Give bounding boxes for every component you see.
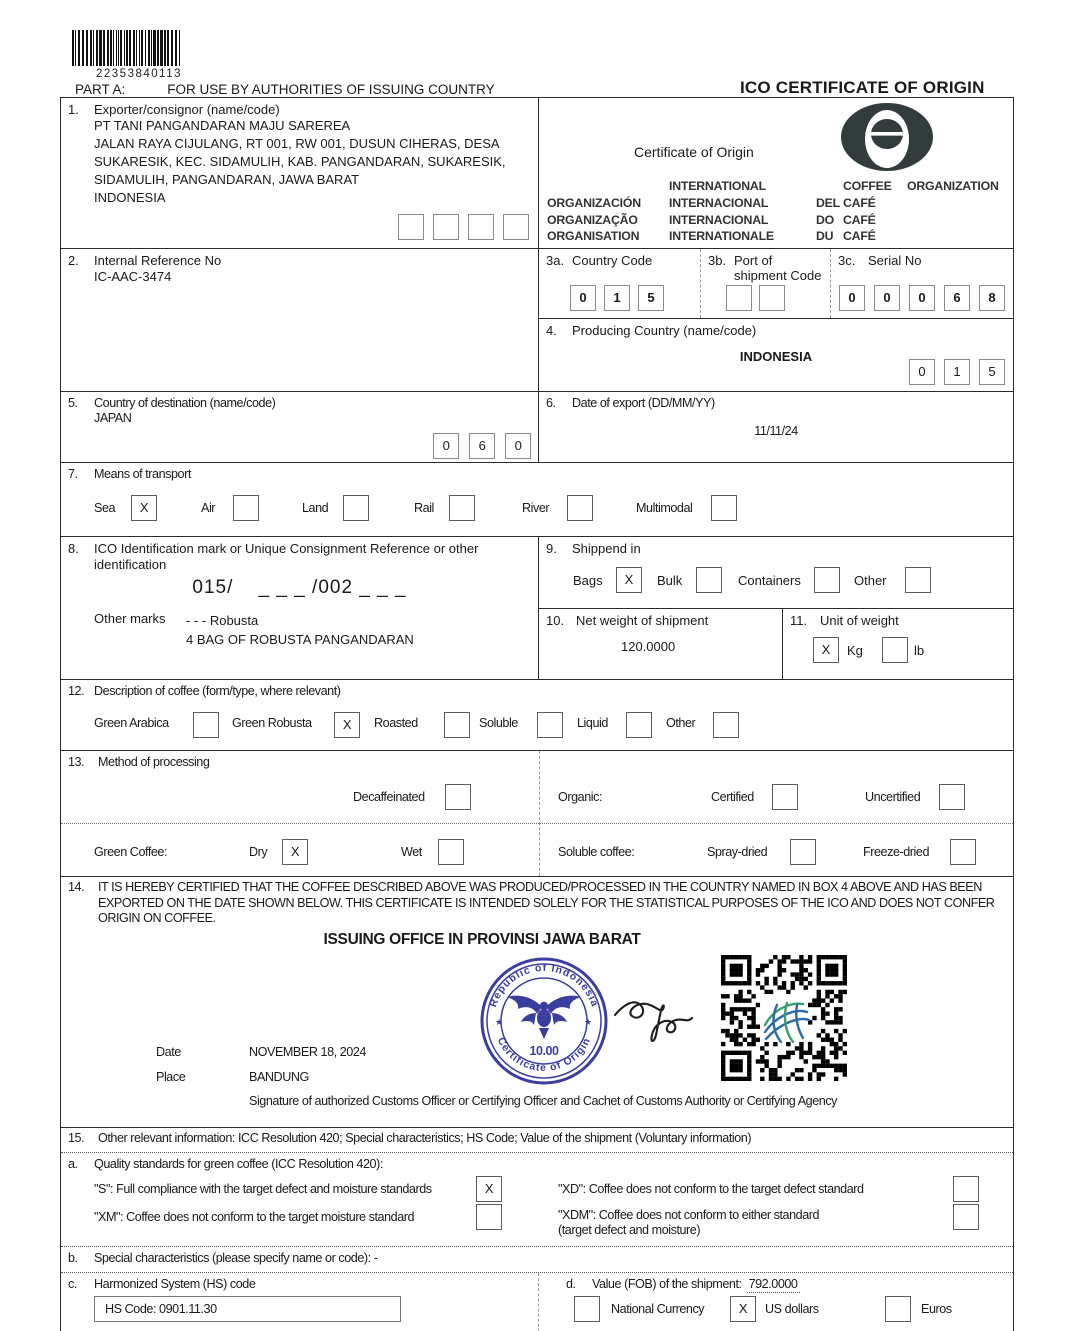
stamp-star-left: ★ [495, 1017, 503, 1027]
standard-s-checkbox[interactable]: X [476, 1176, 502, 1202]
barcode-number: 22353840113 [96, 68, 182, 80]
code-box[interactable] [468, 214, 494, 240]
garuda-emblem-icon [507, 996, 581, 1039]
exporter-line: SUKARESIK, KEC. SIDAMULIH, KAB. PANGANDARAN, SUKARESIK, [94, 154, 506, 169]
box-number: d. [566, 1277, 576, 1291]
other-marks-line: - - - Robusta [186, 613, 259, 628]
section-c-label: Harmonized System (HS) code [94, 1277, 256, 1291]
box-14-inner [61, 877, 1013, 1127]
dry-label: Dry [249, 845, 268, 859]
shipped-bags-checkbox[interactable]: X [616, 567, 642, 593]
standard-s-label: "S": Full compliance with the target defect and moisture standards [94, 1182, 432, 1196]
digit-box[interactable]: 6 [944, 285, 970, 311]
coffee-other-label: Other [666, 716, 696, 730]
other-marks-value [186, 611, 414, 649]
exporter-line: SIDAMULIH, PANGANDARAN, JAWA BARAT [94, 172, 360, 187]
internal-reference-value: IC-AAC-3474 [94, 269, 172, 284]
row-2 [61, 249, 1013, 392]
wet-label: Wet [401, 845, 422, 859]
net-weight-value: 120.0000 [621, 639, 676, 654]
box-3b-port-code [701, 249, 831, 318]
box-4-producing-country [539, 319, 1013, 391]
unit-kg-label: Kg [847, 643, 863, 658]
coffee-liquid-checkbox[interactable] [626, 712, 652, 738]
box-12-inner [61, 680, 1013, 750]
section-a-quality-standards [61, 1153, 1013, 1247]
transport-land-checkbox[interactable] [343, 495, 369, 521]
box-8-ico-identification [61, 537, 539, 679]
official-stamp [476, 953, 612, 1089]
coffee-liquid-label: Liquid [577, 716, 608, 730]
spray-dried-checkbox[interactable] [790, 839, 816, 865]
hs-code-input[interactable]: HS Code: 0901.11.30 [94, 1296, 401, 1322]
digit-box[interactable]: 0 [570, 285, 596, 311]
standard-xm-label: "XM": Coffee does not conform to the target moisture standard [94, 1210, 415, 1224]
shipped-bulk-checkbox[interactable] [696, 567, 722, 593]
box-7-inner [61, 463, 1013, 536]
digit-box[interactable]: 0 [874, 285, 900, 311]
part-a-text: FOR USE BY AUTHORITIES OF ISSUING COUNTRY [167, 82, 495, 97]
section-b-label: Special characteristics (please specify name or code): - [94, 1251, 378, 1265]
fob-value: 792.0000 [748, 1277, 798, 1291]
producing-country-digits [909, 359, 1005, 385]
section-d-fob-value [539, 1273, 1013, 1331]
digit-box[interactable]: 5 [979, 359, 1005, 385]
dry-checkbox[interactable]: X [282, 839, 308, 865]
box-4-label: Producing Country (name/code) [572, 323, 757, 338]
section-b-special-characteristics [61, 1247, 1013, 1273]
standard-xdm-label-2: (target defect and moisture) [558, 1223, 701, 1237]
coffee-green-robusta-checkbox[interactable]: X [334, 712, 360, 738]
serial-no-digits [839, 285, 1005, 311]
box-number: b. [68, 1251, 78, 1265]
box-number: c. [68, 1277, 77, 1291]
coffee-green-arabica-checkbox[interactable] [193, 712, 219, 738]
exporter-line: PT TANI PANGANDARAN MAJU SAREREA [94, 118, 351, 133]
organic-label: Organic: [558, 790, 602, 804]
shipped-containers-checkbox[interactable] [814, 567, 840, 593]
unit-lb-label: lb [914, 643, 925, 658]
page-title: ICO CERTIFICATE OF ORIGIN [740, 78, 985, 97]
box-number: 3c. [838, 253, 856, 268]
box-13-label: Method of processing [98, 755, 210, 769]
certificate-form [60, 97, 1014, 1331]
box-number: 8. [68, 541, 79, 556]
stamp-value: 10.00 [529, 1044, 559, 1058]
standard-xd-checkbox[interactable] [953, 1176, 979, 1202]
row-cd [61, 1273, 1013, 1331]
transport-rail-checkbox[interactable] [449, 495, 475, 521]
row-5-right [539, 537, 1013, 679]
code-box[interactable] [503, 214, 529, 240]
box-2-internal-reference [61, 249, 539, 391]
exporter-address [61, 117, 538, 207]
certificate-header [539, 98, 1013, 248]
box-6-label: Date of export (DD/MM/YY) [572, 396, 715, 410]
coffee-soluble-label: Soluble [479, 716, 518, 730]
section-a-inner [61, 1153, 1013, 1246]
box-15-label: Other relevant information: ICC Resolution 420; Special characteristics; HS Code; Value of the shipment (Voluntary information) [98, 1131, 752, 1145]
box-10-net-weight [539, 609, 783, 679]
freeze-dried-checkbox[interactable] [950, 839, 976, 865]
transport-air-label: Air [201, 501, 216, 515]
box-11-unit-of-weight [783, 609, 1013, 679]
spray-dried-label: Spray-dried [707, 845, 768, 859]
digit-box[interactable]: 0 [839, 285, 865, 311]
date-label: Date [156, 1045, 181, 1059]
box-15-other-information [61, 1128, 1013, 1153]
currency-euro-checkbox[interactable] [885, 1296, 911, 1322]
box-3c-label: Serial No [868, 253, 922, 268]
digit-box[interactable]: 0 [505, 433, 531, 459]
standard-xdm-checkbox[interactable] [953, 1204, 979, 1230]
certified-checkbox[interactable] [772, 784, 798, 810]
coffee-soluble-checkbox[interactable] [537, 712, 563, 738]
shipped-other-checkbox[interactable] [905, 567, 931, 593]
box-6-date-of-export [539, 392, 1013, 462]
box-number: 5. [68, 396, 78, 410]
box-11-label: Unit of weight [820, 613, 899, 628]
transport-multimodal-checkbox[interactable] [711, 495, 737, 521]
signature [611, 985, 723, 1047]
box-8-label: ICO Identification mark or Unique Consignment Reference or other identification [94, 541, 479, 572]
place-label: Place [156, 1070, 186, 1084]
digit-box[interactable]: 1 [604, 285, 630, 311]
box-3a-country-code [539, 249, 701, 318]
qr-code [721, 955, 847, 1081]
signature-caption: Signature of authorized Customs Officer or Certifying Officer and Cachet of Customs Authority or Certifying Agency [249, 1094, 838, 1108]
producing-country-value: INDONESIA [739, 349, 813, 364]
box-number: 10. [546, 613, 565, 628]
issuing-office-heading: ISSUING OFFICE IN PROVINSI JAWA BARAT [323, 931, 641, 948]
box-number: 9. [546, 541, 557, 556]
exporter-code-boxes [398, 214, 529, 240]
box-number: 3b. [708, 253, 727, 268]
transport-land-label: Land [302, 501, 329, 515]
shipped-containers-label: Containers [738, 573, 801, 588]
box-9-shipped-in [539, 537, 1013, 609]
coffee-green-robusta-label: Green Robusta [232, 716, 312, 730]
box-number: 7. [68, 467, 78, 481]
currency-usd-checkbox[interactable]: X [730, 1296, 756, 1322]
transport-sea-checkbox[interactable]: X [131, 495, 157, 521]
digit-box[interactable]: 6 [469, 433, 495, 459]
section-c-hs-code [61, 1273, 539, 1331]
standard-xdm-label: "XDM": Coffee does not conform to either standard [558, 1208, 820, 1222]
other-marks-label: Other marks [94, 611, 166, 626]
stamp-top-text: Republic of Indonesia [487, 961, 601, 1009]
shipped-other-label: Other [854, 573, 887, 588]
stamp-star-right: ★ [584, 1017, 592, 1027]
transport-air-checkbox[interactable] [233, 495, 259, 521]
currency-usd-label: US dollars [765, 1302, 819, 1316]
digit-box[interactable]: 0 [433, 433, 459, 459]
decaffeinated-label: Decaffeinated [353, 790, 425, 804]
box-13-vertical-divider [539, 751, 540, 876]
uncertified-checkbox[interactable] [939, 784, 965, 810]
transport-river-label: River [522, 501, 550, 515]
transport-multimodal-label: Multimodal [636, 501, 693, 515]
box-10-label: Net weight of shipment [576, 613, 709, 628]
box-7-label: Means of transport [94, 467, 191, 481]
box-number: 4. [546, 323, 557, 338]
country-code-digits [570, 285, 664, 311]
box-number: 2. [68, 253, 79, 268]
currency-euro-label: Euros [921, 1302, 952, 1316]
digit-box[interactable]: 1 [944, 359, 970, 385]
box-3a-label: Country Code [572, 253, 653, 268]
unit-lb-checkbox[interactable] [882, 637, 908, 663]
transport-sea-label: Sea [94, 501, 116, 515]
digit-box[interactable] [759, 285, 785, 311]
certification-text: IT IS HEREBY CERTIFIED THAT THE COFFEE DESCRIBED ABOVE WAS PRODUCED/PROCESSED IN THE COUNTRY NAMED IN BOX 4 ABOVE AND HAS BEEN EXPORTED ON THE DATE SHOWN BELOW. THIS CERTIFICATE IS INTENDED SOLELY FOR THE STATISTICAL PURPOSES OF THE ICO AND DOES NOT CONFER ORIGIN ON COFFEE. [98, 880, 995, 926]
coffee-roasted-checkbox[interactable] [444, 712, 470, 738]
destination-value: JAPAN [94, 411, 132, 425]
digit-box[interactable]: 8 [979, 285, 1005, 311]
part-a-label: PART A: [75, 82, 126, 97]
digit-box[interactable]: 0 [909, 285, 935, 311]
box-9-label: Shippend in [572, 541, 641, 556]
unit-kg-checkbox[interactable]: X [813, 637, 839, 663]
decaffeinated-checkbox[interactable] [445, 784, 471, 810]
box-1-label: Exporter/consignor (name/code) [94, 102, 280, 117]
currency-national-checkbox[interactable] [574, 1296, 600, 1322]
box-3c-serial-no [831, 249, 1013, 318]
shipped-bags-label: Bags [573, 573, 603, 588]
date-of-export-value: 11/11/24 [754, 424, 798, 438]
box-7-means-of-transport [61, 463, 1013, 537]
organization-names: INTERNATIONAL COFFEE ORGANIZATION ORGANIZACIÓN INTERNACIONAL DEL CAFÉ ORGANIZAÇÃO INTERNACIONAL DO CAFÉ ORGANISATION INTERNATIONALE DU CAFÉ [547, 179, 999, 244]
box-2-label: Internal Reference No [94, 253, 222, 268]
row-3abc [539, 249, 1013, 319]
digit-box[interactable]: 5 [638, 285, 664, 311]
code-box[interactable] [433, 214, 459, 240]
place-value: BANDUNG [249, 1070, 309, 1084]
ico-identification-mark: 015/ _ _ _ /002 _ _ _ [192, 577, 407, 598]
coffee-green-arabica-label: Green Arabica [94, 716, 169, 730]
box-number: 13. [68, 755, 85, 769]
coffee-roasted-label: Roasted [374, 716, 418, 730]
date-value: NOVEMBER 18, 2024 [249, 1045, 366, 1059]
standard-xm-checkbox[interactable] [476, 1204, 502, 1230]
box-1-exporter [61, 98, 539, 248]
freeze-dried-label: Freeze-dried [863, 845, 929, 859]
box-5-destination [61, 392, 539, 462]
digit-box[interactable]: 0 [909, 359, 935, 385]
row-10-11 [539, 609, 1013, 679]
box-13-method-of-processing [61, 751, 1013, 877]
certified-label: Certified [711, 790, 754, 804]
box-3b-label: Port of shipment Code [734, 253, 822, 283]
barcode [72, 30, 184, 66]
box-number: 3a. [546, 253, 565, 268]
coffee-other-checkbox[interactable] [713, 712, 739, 738]
row-2-right [539, 249, 1013, 391]
uncertified-label: Uncertified [865, 790, 921, 804]
exporter-line: INDONESIA [94, 190, 166, 205]
row-5 [61, 537, 1013, 680]
soluble-coffee-label: Soluble coffee: [558, 845, 635, 859]
section-a-label: Quality standards for green coffee (ICC Resolution 420): [94, 1157, 383, 1171]
box-number: 14. [68, 880, 85, 894]
other-marks-line: 4 BAG OF ROBUSTA PANGANDARAN [186, 632, 414, 647]
box-number: a. [68, 1157, 78, 1171]
transport-rail-label: Rail [414, 501, 434, 515]
box-13-horizontal-divider [61, 823, 1013, 824]
code-box[interactable] [398, 214, 424, 240]
box-13-inner [61, 751, 1013, 876]
row-3 [61, 392, 1013, 463]
exporter-line: JALAN RAYA CIJULANG, RT 001, RW 001, DUSUN CIHERAS, DESA [94, 136, 500, 151]
stamp-bottom-text: Certificate of Origin [494, 1035, 594, 1075]
box-number: 15. [68, 1131, 85, 1145]
box-number: 1. [68, 102, 79, 117]
port-code-digits [726, 285, 785, 311]
box-5-label: Country of destination (name/code) [94, 396, 276, 410]
wet-checkbox[interactable] [438, 839, 464, 865]
green-coffee-label: Green Coffee: [94, 845, 168, 859]
ico-logo-icon [831, 101, 943, 173]
box-number: 12. [68, 684, 85, 698]
transport-river-checkbox[interactable] [567, 495, 593, 521]
box-number: 11. [790, 613, 808, 628]
box-14-certification [61, 877, 1013, 1128]
shipped-bulk-label: Bulk [657, 573, 683, 588]
certificate-of-origin-label: Certificate of Origin [634, 144, 754, 160]
box-number: 6. [546, 396, 556, 410]
box-12-label: Description of coffee (form/type, where relevant) [94, 684, 341, 698]
part-a-line [75, 82, 495, 97]
box-12-description [61, 680, 1013, 751]
standard-xd-label: "XD": Coffee does not conform to the target defect standard [558, 1182, 864, 1196]
row-1 [61, 98, 1013, 249]
section-d-label: Value (FOB) of the shipment: 792.0000 [592, 1277, 798, 1291]
digit-box[interactable] [726, 285, 752, 311]
destination-digits [433, 433, 531, 459]
currency-national-label: National Currency [611, 1302, 705, 1316]
